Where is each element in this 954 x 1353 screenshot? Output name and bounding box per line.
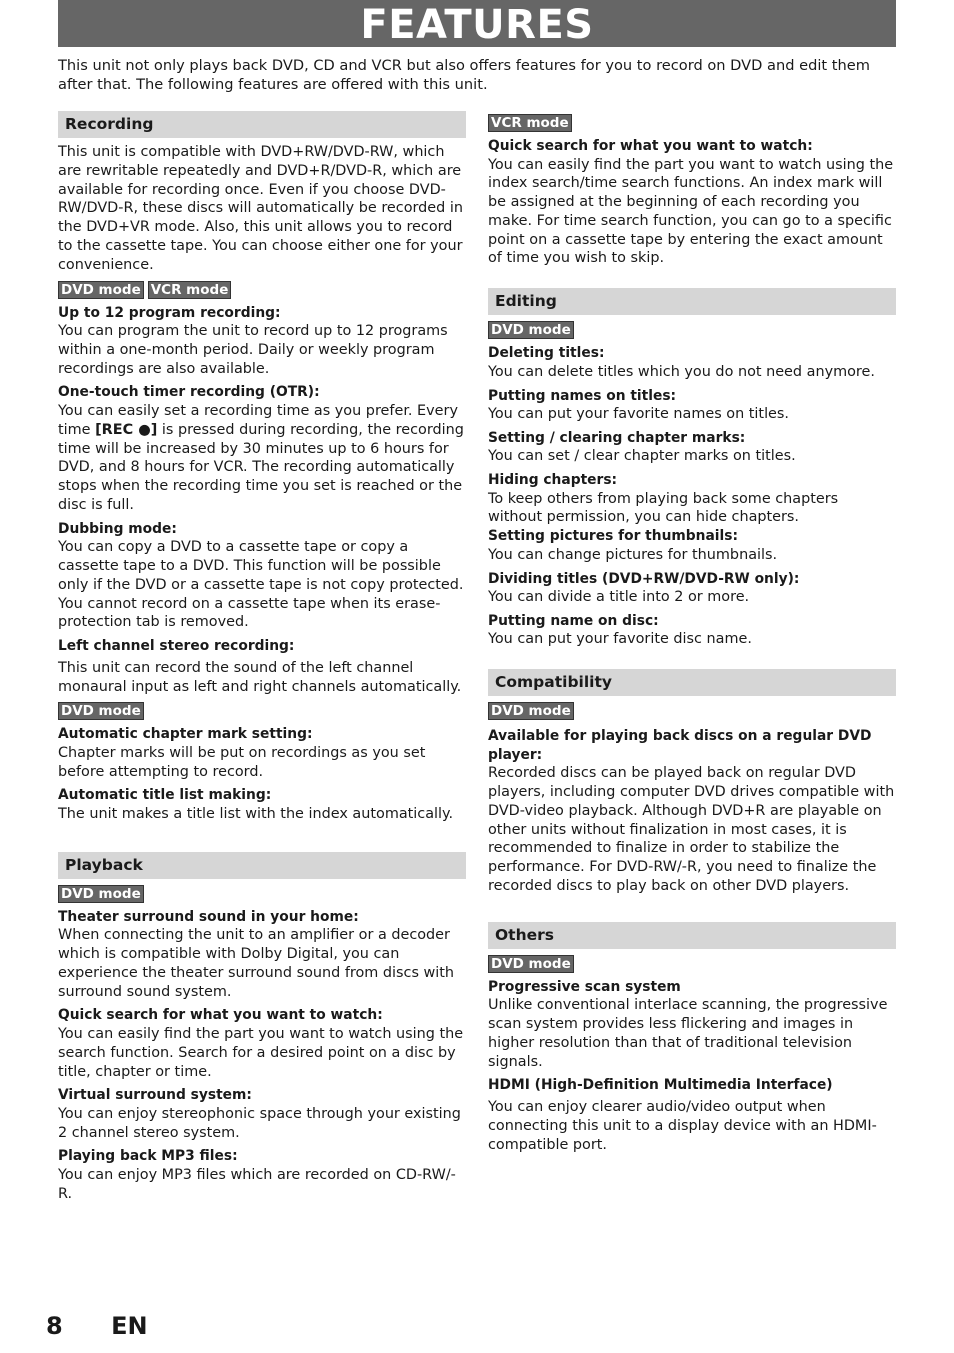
feature-item — [488, 527, 896, 564]
feature-body: You can change pictures for thumbnails. — [488, 546, 778, 563]
feature-item — [58, 1006, 466, 1081]
feature-body: You can put your favorite names on titles. — [488, 406, 789, 423]
feature-body: This unit can record the sound of the left channel monaural input as left and right channels automatically. — [58, 659, 462, 695]
mode-badges — [488, 114, 896, 132]
intro-paragraph: This unit not only plays back DVD, CD and VCR but also offers features for you to record on DVD and edit them after that. The following features are offered with this unit. — [58, 57, 870, 93]
section-gap — [58, 824, 466, 852]
feature-item — [488, 612, 896, 649]
section-heading-others: Others — [488, 922, 896, 949]
right-column — [488, 111, 896, 1154]
dvd-mode-badge: DVD mode — [488, 955, 574, 973]
feature-item — [58, 1086, 466, 1142]
feature-title: Setting pictures for thumbnails: — [488, 528, 738, 545]
mode-badges — [488, 955, 896, 973]
vcr-mode-badge: VCR mode — [488, 114, 572, 132]
mode-badges — [58, 281, 466, 299]
page-number: 8 — [46, 1312, 63, 1340]
feature-title: Virtual surround system: — [58, 1087, 252, 1104]
recording-intro: This unit is compatible with DVD+RW/DVD-RW, which are rewritable repeatedly and DVD+R/DVD-R, which are available for recording once. Even if you choose DVD-RW/DVD-R, these discs will automatically be recorded in the DVD+VR mode. Also, this unit allows you to record to the cassette tape. You can choose either one for your convenience. — [58, 144, 463, 273]
page-footer — [46, 1312, 148, 1340]
dvd-mode-badge: DVD mode — [488, 321, 574, 339]
feature-body: Chapter marks will be put on recordings as you set before attempting to record. — [58, 744, 426, 780]
mode-badges — [488, 702, 896, 720]
feature-title: Playing back MP3 files: — [58, 1148, 238, 1165]
section-heading-playback: Playback — [58, 852, 466, 879]
feature-title: One-touch timer recording (OTR): — [58, 384, 320, 401]
feature-body: You can divide a title into 2 or more. — [488, 589, 750, 606]
feature-title: Theater surround sound in your home: — [58, 908, 359, 925]
feature-title: Dividing titles (DVD+RW/DVD-RW only): — [488, 570, 800, 587]
feature-item — [58, 520, 466, 632]
mode-badges — [58, 885, 466, 903]
section-heading-recording: Recording — [58, 111, 466, 138]
page-title-bar — [58, 0, 896, 47]
feature-body: Recorded discs can be played back on regular DVD players, including computer DVD drives compatible with DVD-video playback. Although DVD+R are playable on other units without finalization in most cases, it is recommended to finalize in order to stabilize the performance. For DVD-RW/-R, you need to finalize the recorded discs to play back on other DVD players. — [488, 765, 895, 894]
section-gap — [488, 896, 896, 922]
feature-item — [488, 429, 896, 466]
section-gap — [488, 268, 896, 288]
feature-body-text: is pressed during recording, the recording time will be increased by 30 minutes up to 6 hours for DVD, and 8 hours for VCR. The recording automatically stops when the recording time you set is reached or the disc is full. — [58, 421, 464, 513]
feature-item — [58, 304, 466, 379]
feature-body: You can set / clear chapter marks on titles. — [488, 448, 796, 465]
feature-item — [488, 1076, 896, 1154]
dvd-mode-badge: DVD mode — [58, 885, 144, 903]
section-heading-compatibility: Compatibility — [488, 669, 896, 696]
feature-body: You can easily find the part you want to watch using the search function. Search for a desired point on a disc by title, chapter or time. — [58, 1025, 464, 1080]
feature-body: You can enjoy clearer audio/video output when connecting this unit to a display device with an HDMI-compatible port. — [488, 1098, 877, 1153]
rec-button-label: [REC ●] — [95, 421, 158, 438]
feature-item — [488, 727, 896, 896]
page-title: FEATURES — [360, 2, 594, 48]
feature-body: You can put your favorite disc name. — [488, 631, 752, 648]
feature-item — [58, 637, 466, 696]
feature-item — [58, 383, 466, 514]
feature-title: Progressive scan system — [488, 978, 681, 995]
section-gap — [488, 649, 896, 669]
feature-item — [488, 387, 896, 424]
feature-title: Up to 12 program recording: — [58, 304, 281, 321]
feature-body: You can enjoy stereophonic space through your existing 2 channel stereo system. — [58, 1105, 461, 1141]
feature-item — [58, 1147, 466, 1203]
feature-item — [58, 786, 466, 823]
mode-badges — [488, 321, 896, 339]
feature-body: Unlike conventional interlace scanning, the progressive scan system provides less flickering and images in higher resolution than that of traditional television signals. — [488, 997, 888, 1070]
feature-item — [58, 908, 466, 1002]
feature-body: You can delete titles which you do not need anymore. — [488, 363, 875, 380]
feature-body-note: You cannot record on a cassette tape when its erase-protection tab is removed. — [58, 595, 441, 631]
feature-body: When connecting the unit to an amplifier or a decoder which is compatible with Dolby Digital, you can experience the theater surround sound from discs with surround sound system. — [58, 927, 455, 1000]
feature-title: Automatic title list making: — [58, 787, 272, 804]
vcr-mode-badge: VCR mode — [148, 281, 232, 299]
feature-title: Left channel stereo recording: — [58, 638, 295, 655]
feature-item — [58, 725, 466, 781]
feature-body: You can easily find the part you want to watch using the index search/time search functions. An index mark will be assigned at the beginning of each recording you make. For time search function, you can go to a specific point on a cassette tape by entering the exact amount of time you wish to skip. — [488, 156, 894, 267]
feature-title: Putting names on titles: — [488, 387, 677, 404]
feature-body: To keep others from playing back some chapters without permission, you can hide chapters. — [488, 490, 839, 526]
feature-title: Quick search for what you want to watch: — [488, 138, 813, 154]
mode-badges — [58, 702, 466, 720]
feature-item — [488, 570, 896, 607]
feature-body: You can program the unit to record up to 12 programs within a one-month period. Daily or weekly program recordings are also available. — [58, 323, 448, 377]
feature-body — [58, 402, 466, 515]
feature-body: You can copy a DVD to a cassette tape or copy a cassette tape to a DVD. This function will be possible only if the DVD or a cassette tape is not copy protected. — [58, 539, 464, 593]
feature-title: Putting name on disc: — [488, 612, 659, 629]
feature-body: You can enjoy MP3 files which are recorded on CD-RW/-R. — [58, 1166, 456, 1202]
feature-title: HDMI (High-Definition Multimedia Interface) — [488, 1077, 833, 1094]
feature-title: Dubbing mode: — [58, 520, 177, 537]
feature-title: Deleting titles: — [488, 345, 605, 362]
section-heading-editing: Editing — [488, 288, 896, 315]
feature-item — [488, 471, 896, 527]
feature-body: The unit makes a title list with the index automatically. — [58, 805, 454, 822]
feature-item — [488, 978, 896, 1072]
feature-title: Available for playing back discs on a regular DVD player: — [488, 728, 872, 763]
feature-title: Hiding chapters: — [488, 472, 618, 489]
feature-item — [488, 137, 896, 268]
feature-title: Quick search for what you want to watch: — [58, 1007, 383, 1024]
feature-title: Automatic chapter mark setting: — [58, 726, 313, 743]
language-label: EN — [111, 1312, 148, 1340]
left-column — [58, 111, 466, 1203]
dvd-mode-badge: DVD mode — [58, 702, 144, 720]
feature-body-text: You can easily set a recording time as you prefer. Every time — [58, 402, 458, 438]
feature-item — [488, 344, 896, 381]
dvd-mode-badge: DVD mode — [488, 702, 574, 720]
dvd-mode-badge: DVD mode — [58, 281, 144, 299]
feature-title: Setting / clearing chapter marks: — [488, 429, 746, 446]
